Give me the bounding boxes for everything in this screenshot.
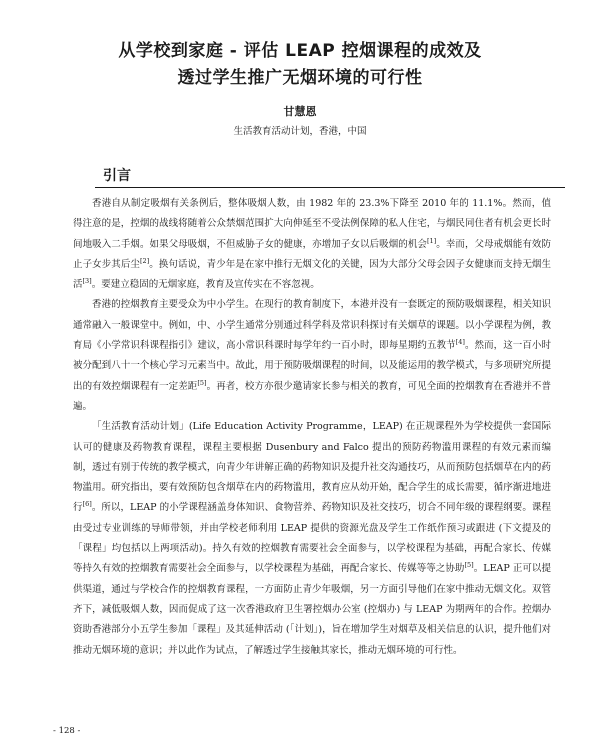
paragraph-text: 。要建立稳固的无烟家庭，教育及宣传实在不容忽视。 (91, 279, 320, 291)
paragraph-2 (73, 295, 551, 417)
paragraph-text: 。LEAP 正可以提供渠道，通过与学校合作的控烟教育课程，一方面防止青少年吸烟，另一方面引导他们在家中推动无烟文化。双管齐下，减低吸烟人数，因而促成了这一次香港政府卫生署控烟办公室 (控烟办) 与 LEAP 为期两年的合作。控烟办资助香港部分小五学生参加「课程」及其延伸活动 (「计划」)，旨在增加学生对烟草及相关信息的认识，提升他们对推动无烟环境的意识；并以此作为试点，了解透过学生接触其家长，推动无烟环境的可行性。 (73, 563, 551, 656)
paragraph-text: 香港自从制定吸烟有关条例后，整体吸烟人数，由 1982 年的 23.3%下降至 2010 年的 11.1%。然而，值得注意的是，控烟的战线将随着公众禁烟范围扩大向伸延至不受法例保障的私人住宅，与烟民同住者有机会更长时间地吸入二手烟。如果父母吸烟，不但威胁子女的健康，亦增加子女以后吸烟的机会 (73, 198, 551, 250)
body-text (73, 194, 551, 661)
paragraph-text: 。再者，校方亦很少邀请家长参与相关的教育，可见全面的控烟教育在香港并不普遍。 (73, 380, 551, 412)
citation-marker: [6] (82, 500, 92, 509)
paragraph-text: 。换句话说，青少年是在家中推行无烟文化的关键，因为大部分父母会因子女健康而支持无烟生活 (73, 258, 551, 291)
section-divider (95, 187, 565, 188)
citation-marker: [3] (82, 277, 92, 286)
paragraph-text: 。然而，这一百小时被分配到八十一个核心学习元素当中。故此，用于预防吸烟课程的时间，以及能运用的教学模式，与多项研究所提出的有效控烟课程有一定差距 (73, 340, 551, 392)
paragraph-text: 。所以，LEAP 的小学课程涵盖身体知识、食物营养、药物知识及社交技巧，切合不同年级的课程纲要。课程由受过专业训练的导师带领，并由学校老师利用 LEAP 提供的资源光盘及学生工作纸作预习或跟进 (下文提及的「课程」均包括以上两项活动)。持久有效的控烟教育需要社会全面参与，以学校课程为基础，再配合家长、传媒等持久有效的控烟教育需要社会全面参与，以学校课程为基础，再配合家长、传媒等等之协助 (73, 502, 551, 575)
paragraph-text: 「生活教育活动计划」(Life Education Activity Programme，LEAP) 在正规课程外为学校提供一套国际认可的健康及药物教育课程，课程主要根据 Dusenbury and Falco 提出的预防药物滥用课程的有效元素而编制，透过有别于传统的教学模式，向青少年讲解正确的药物知识及提升社交沟通技巧，从而预防包括烟草在内的药物滥用。研究指出，要有效预防包含烟草在内的药物滥用，教育应从幼开始，配合学生的成长需要，循序渐进地进行 (73, 421, 551, 514)
page-number: - 128 - (53, 726, 81, 736)
paper-title-line-1: 从学校到家庭 - 评估 LEAP 控烟课程的成效及 (118, 41, 482, 61)
citation-marker: [5] (464, 561, 474, 570)
paper-title-line-2: 透过学生推广无烟环境的可行性 (177, 68, 423, 88)
paragraph-3 (73, 417, 551, 661)
paper-title (0, 38, 600, 92)
paragraph-1 (73, 194, 551, 295)
author-affiliation: 生活教育活动计划，香港，中国 (233, 126, 367, 137)
paragraph-text: 香港的控烟教育主要受众为中小学生。在现行的教育制度下，本港并没有一套既定的预防吸烟课程，相关知识通常融入一般课堂中。例如，中、小学生通常分别通过科学科及常识科探讨有关烟草的课题。以小学课程为例，教育局《小学常识科课程指引》建议，高小常识科课时每学年约一百小时，即每星期约五教节 (73, 299, 551, 352)
author-name: 甘慧恩 (283, 105, 317, 118)
citation-marker: [1] (426, 236, 437, 245)
citation-marker: [4] (455, 338, 465, 347)
paragraph-text: 。幸而，父母戒烟能有效防止子女步其后尘 (73, 238, 551, 270)
citation-marker: [2] (139, 256, 150, 265)
section-heading: 引言 (103, 168, 131, 184)
citation-marker: [5] (197, 378, 207, 387)
